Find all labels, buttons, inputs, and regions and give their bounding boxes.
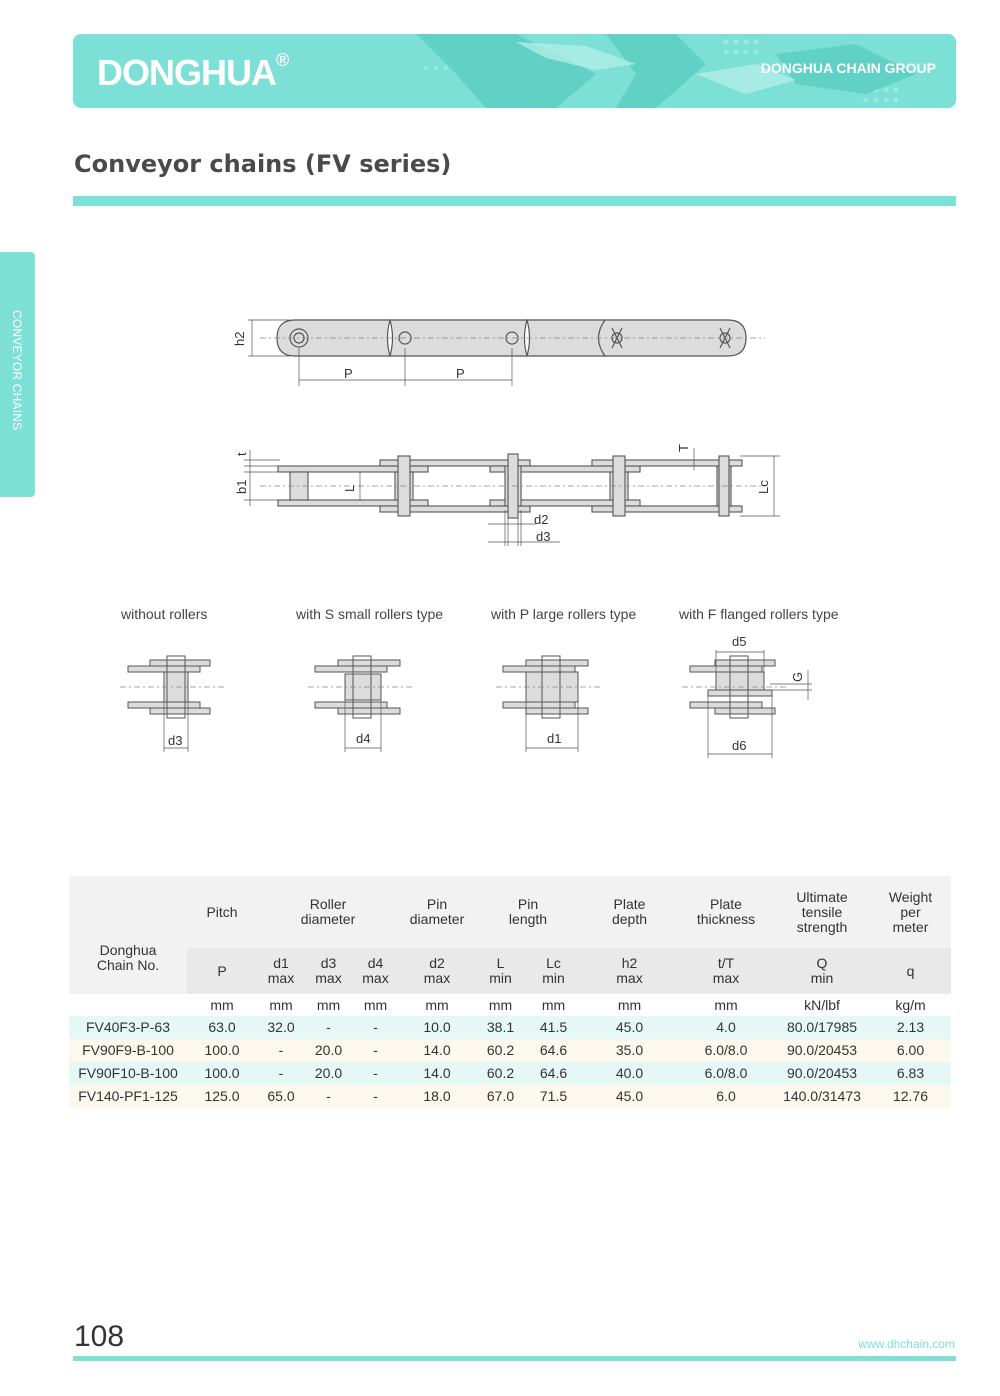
side-tab-label: CONVEYOR CHAINS bbox=[10, 310, 24, 431]
label-d6-detail: d6 bbox=[732, 738, 747, 753]
table-cell: 38.1 bbox=[475, 1016, 526, 1039]
unit-cell: mm bbox=[475, 994, 526, 1016]
label-h2: h2 bbox=[232, 331, 247, 346]
table-cell: 41.5 bbox=[526, 1016, 581, 1039]
sym-d4: d4 max bbox=[352, 948, 399, 994]
table-cell: 45.0 bbox=[581, 1085, 678, 1108]
table-cell: - bbox=[352, 1016, 399, 1039]
table-cell: 140.0/31473 bbox=[774, 1085, 870, 1108]
label-d4-detail: d4 bbox=[356, 731, 371, 746]
chain-top-view-diagram bbox=[220, 300, 780, 400]
label-l: L bbox=[342, 484, 357, 492]
unit-cell: kN/lbf bbox=[774, 994, 870, 1016]
table-cell: 14.0 bbox=[399, 1039, 475, 1062]
header-ultimate-strength: Ultimate tensile strength bbox=[774, 876, 870, 948]
table-row bbox=[69, 1085, 951, 1108]
label-d5-detail: d5 bbox=[732, 634, 747, 649]
caption-small-rollers: with S small rollers type bbox=[296, 606, 444, 622]
header-chain-no: Donghua Chain No. bbox=[69, 876, 187, 994]
unit-cell: mm bbox=[352, 994, 399, 1016]
table-cell: 90.0/20453 bbox=[774, 1062, 870, 1085]
table-cell: 6.0/8.0 bbox=[678, 1062, 774, 1085]
table-cell: 45.0 bbox=[581, 1016, 678, 1039]
unit-cell: mm bbox=[187, 994, 257, 1016]
sym-q-upper: Q min bbox=[774, 948, 870, 994]
table-cell: 18.0 bbox=[399, 1085, 475, 1108]
website-link[interactable]: www.dhchain.com bbox=[858, 1337, 955, 1351]
table-cell: 20.0 bbox=[305, 1039, 352, 1062]
table-row bbox=[69, 1016, 951, 1039]
sym-h2: h2 max bbox=[581, 948, 678, 994]
page-number: 108 bbox=[74, 1320, 125, 1353]
units-row bbox=[69, 994, 951, 1016]
table-cell: 10.0 bbox=[399, 1016, 475, 1039]
label-d3-detail: d3 bbox=[168, 733, 183, 748]
table-cell: 20.0 bbox=[305, 1062, 352, 1085]
table-cell: 6.00 bbox=[870, 1039, 951, 1062]
table-cell: FV140-PF1-125 bbox=[69, 1085, 187, 1108]
table-cell: 65.0 bbox=[257, 1085, 305, 1108]
table-cell: 32.0 bbox=[257, 1016, 305, 1039]
table-cell: 125.0 bbox=[187, 1085, 257, 1108]
header-roller-diameter: Roller diameter bbox=[257, 876, 399, 948]
table-cell: 6.0 bbox=[678, 1085, 774, 1108]
header-pitch: Pitch bbox=[187, 876, 257, 948]
table-cell: FV90F10-B-100 bbox=[69, 1062, 187, 1085]
header-banner bbox=[73, 34, 956, 108]
table-cell: 60.2 bbox=[475, 1039, 526, 1062]
table-cell: 67.0 bbox=[475, 1085, 526, 1108]
sym-q: q bbox=[870, 948, 951, 994]
header-pin-length: Pin length bbox=[475, 876, 581, 948]
table-cell: - bbox=[305, 1016, 352, 1039]
page-title: Conveyor chains (FV series) bbox=[74, 150, 452, 178]
table-cell: 40.0 bbox=[581, 1062, 678, 1085]
table-cell: - bbox=[257, 1039, 305, 1062]
table-cell: 100.0 bbox=[187, 1039, 257, 1062]
label-b1: b1 bbox=[234, 479, 249, 494]
title-underline bbox=[73, 196, 956, 206]
table-cell: 60.2 bbox=[475, 1062, 526, 1085]
header-pin-diameter: Pin diameter bbox=[399, 876, 475, 948]
sym-d3: d3 max bbox=[305, 948, 352, 994]
sym-p: P bbox=[187, 948, 257, 994]
unit-cell: mm bbox=[257, 994, 305, 1016]
table-cell: 35.0 bbox=[581, 1039, 678, 1062]
table-cell: 80.0/17985 bbox=[774, 1016, 870, 1039]
caption-large-rollers: with P large rollers type bbox=[491, 606, 637, 622]
table-row bbox=[69, 1039, 951, 1062]
table-cell: 4.0 bbox=[678, 1016, 774, 1039]
table-cell: 64.6 bbox=[526, 1039, 581, 1062]
table-cell: FV40F3-P-63 bbox=[69, 1016, 187, 1039]
spec-table bbox=[69, 876, 951, 1108]
sym-tt: t/T max bbox=[678, 948, 774, 994]
table-cell: 64.6 bbox=[526, 1062, 581, 1085]
sym-lc: Lc min bbox=[526, 948, 581, 994]
sym-d2: d2 max bbox=[399, 948, 475, 994]
caption-flanged-rollers: with F flanged rollers type bbox=[679, 606, 839, 622]
chain-section-view-diagram bbox=[220, 440, 800, 550]
table-cell: 63.0 bbox=[187, 1016, 257, 1039]
unit-cell: mm bbox=[305, 994, 352, 1016]
table-cell: - bbox=[305, 1085, 352, 1108]
header-plate-depth: Plate depth bbox=[581, 876, 678, 948]
unit-cell: mm bbox=[678, 994, 774, 1016]
label-d2: d2 bbox=[534, 512, 549, 527]
label-lc: Lc bbox=[756, 480, 771, 494]
unit-cell: mm bbox=[581, 994, 678, 1016]
header-weight: Weight per meter bbox=[870, 876, 951, 948]
table-cell: 6.0/8.0 bbox=[678, 1039, 774, 1062]
table-cell: FV90F9-B-100 bbox=[69, 1039, 187, 1062]
sym-l: L min bbox=[475, 948, 526, 994]
footer-bar bbox=[73, 1356, 956, 1361]
brand-logo: DONGHUA® bbox=[97, 50, 289, 93]
table-cell: - bbox=[352, 1062, 399, 1085]
label-t: t bbox=[234, 452, 249, 456]
table-cell: 12.76 bbox=[870, 1085, 951, 1108]
section-side-tab bbox=[0, 252, 35, 497]
table-cell: 14.0 bbox=[399, 1062, 475, 1085]
table-cell: - bbox=[352, 1039, 399, 1062]
label-d1-detail: d1 bbox=[547, 731, 562, 746]
label-p-1: P bbox=[344, 366, 353, 381]
table-cell: 90.0/20453 bbox=[774, 1039, 870, 1062]
label-g-detail: G bbox=[790, 671, 805, 682]
label-t-upper: T bbox=[676, 444, 691, 452]
table-cell: 100.0 bbox=[187, 1062, 257, 1085]
caption-without-rollers: without rollers bbox=[121, 606, 208, 622]
table-cell: 2.13 bbox=[870, 1016, 951, 1039]
unit-cell: kg/m bbox=[870, 994, 951, 1016]
label-d3: d3 bbox=[536, 529, 551, 544]
table-cell: - bbox=[257, 1062, 305, 1085]
label-p-2: P bbox=[456, 366, 465, 381]
header-plate-thickness: Plate thickness bbox=[678, 876, 774, 948]
roller-type-details bbox=[110, 630, 830, 760]
table-cell: 71.5 bbox=[526, 1085, 581, 1108]
sym-d1: d1 max bbox=[257, 948, 305, 994]
unit-cell: mm bbox=[399, 994, 475, 1016]
table-cell: - bbox=[352, 1085, 399, 1108]
table-row bbox=[69, 1062, 951, 1085]
group-name: DONGHUA CHAIN GROUP bbox=[760, 60, 936, 76]
table-cell: 6.83 bbox=[870, 1062, 951, 1085]
unit-cell: mm bbox=[526, 994, 581, 1016]
